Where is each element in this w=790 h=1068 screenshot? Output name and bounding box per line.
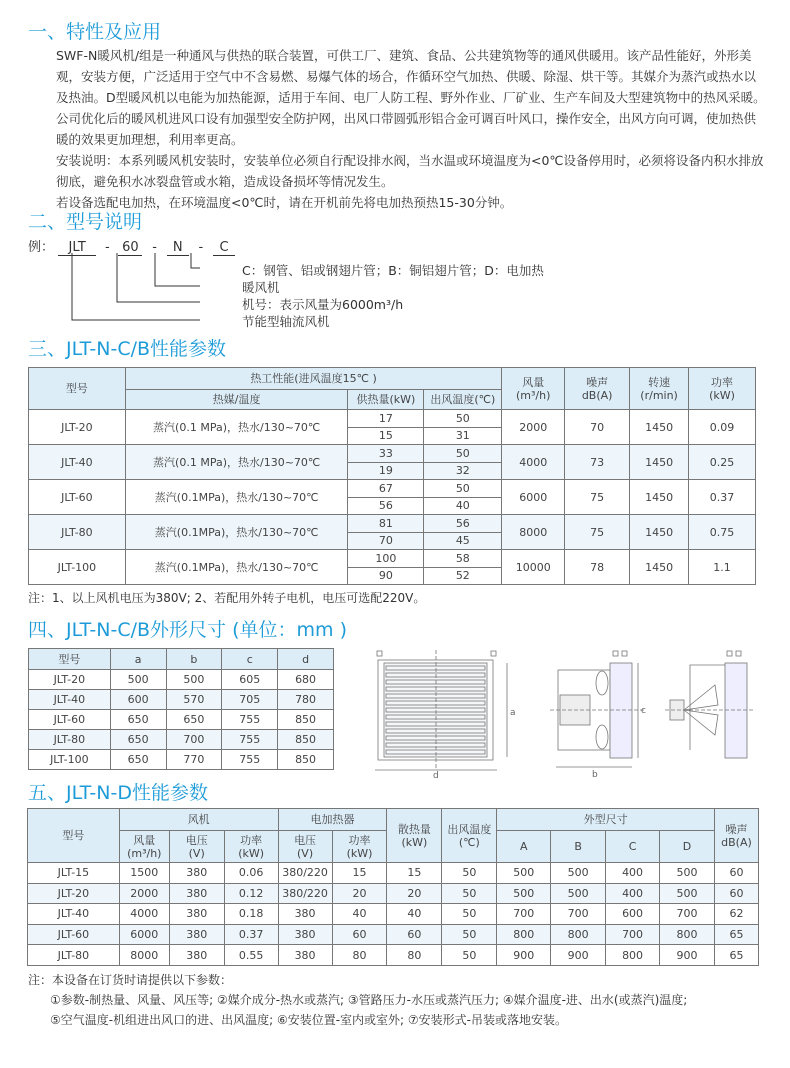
- power-cell: 1.1: [689, 550, 756, 585]
- note-line: ①参数-制热量、风量、风压等; ②媒介成分-热水或蒸汽; ③管路压力-水压或蒸汽压力; ④媒介温度-进、出水(或蒸汽)温度;: [50, 993, 688, 1007]
- paragraph: 若设备选配电加热，在环境温度<0℃时，请在开机前先将电加热预热15-30分钟。: [56, 195, 513, 210]
- heat-cell: 70: [348, 532, 424, 550]
- heat-cell: 81: [348, 515, 424, 533]
- dimension-cell: 850: [278, 710, 334, 730]
- speed-cell: 1450: [630, 410, 689, 445]
- dim-label-b: b: [592, 770, 598, 780]
- data-cell: 380: [169, 945, 224, 966]
- col-size: 外型尺寸: [497, 809, 715, 831]
- data-cell: 500: [497, 863, 551, 884]
- data-cell: 0.18: [224, 904, 278, 925]
- legend-item: 机号：表示风量为6000m³/h: [242, 297, 404, 312]
- col-header: 型号: [29, 649, 111, 670]
- medium-cell: 蒸汽(0.1 MPa)，热水/130~70℃: [125, 445, 348, 480]
- power-cell: 0.37: [689, 480, 756, 515]
- col-thermal: 热工性能(进风温度15℃ ): [125, 368, 501, 390]
- dimension-cell: 680: [278, 670, 334, 690]
- sub-header: 功率 (kW): [224, 831, 278, 863]
- col-header: a: [110, 649, 166, 670]
- features-text: [28, 45, 768, 213]
- col-power: 功率 (kW): [689, 368, 756, 410]
- data-cell: 800: [606, 945, 660, 966]
- data-cell: 500: [551, 883, 606, 904]
- sub-header: 电压 (V): [278, 831, 332, 863]
- noise-cell: 78: [565, 550, 630, 585]
- outtemp-cell: 50: [424, 410, 502, 428]
- dimension-cell: 850: [278, 730, 334, 750]
- data-cell: JLT-20: [28, 883, 120, 904]
- data-cell: 380/220: [278, 863, 332, 884]
- outtemp-cell: 32: [424, 462, 502, 480]
- data-cell: 8000: [119, 945, 169, 966]
- col-heater: 电加热器: [278, 809, 387, 831]
- data-cell: 0.06: [224, 863, 278, 884]
- d-performance-table: [27, 808, 759, 966]
- data-cell: 0.37: [224, 924, 278, 945]
- data-cell: 900: [660, 945, 715, 966]
- dimension-cell: 600: [110, 690, 166, 710]
- dimension-cell: JLT-100: [29, 750, 111, 770]
- dimension-drawings: [370, 645, 790, 780]
- heat-cell: 19: [348, 462, 424, 480]
- d-notes: [28, 970, 687, 1030]
- table-row: [29, 750, 334, 770]
- data-cell: 20: [387, 883, 442, 904]
- dimension-cell: 705: [222, 690, 278, 710]
- sub-header: 电压 (V): [169, 831, 224, 863]
- medium-cell: 蒸汽(0.1MPa)，热水/130~70℃: [125, 480, 348, 515]
- data-cell: 900: [497, 945, 551, 966]
- dimension-cell: 650: [110, 730, 166, 750]
- data-cell: 700: [551, 904, 606, 925]
- data-cell: 50: [442, 883, 497, 904]
- model-sep: -: [104, 240, 110, 255]
- outtemp-cell: 40: [424, 497, 502, 515]
- section-title-cb-performance: 三、JLT-N-C/B性能参数: [28, 338, 227, 360]
- model-cell: JLT-80: [29, 515, 126, 550]
- model-cell: JLT-40: [29, 445, 126, 480]
- col-heat: 散热量 (kW): [387, 809, 442, 863]
- data-cell: 800: [551, 924, 606, 945]
- data-cell: 380: [278, 945, 332, 966]
- table-row: [29, 710, 334, 730]
- table-row: [29, 410, 756, 428]
- dimension-cell: 500: [166, 670, 222, 690]
- heat-cell: 90: [348, 567, 424, 585]
- legend-item: 节能型轴流风机: [242, 314, 330, 329]
- data-cell: 20: [332, 883, 387, 904]
- data-cell: 15: [387, 863, 442, 884]
- data-cell: 65: [714, 924, 758, 945]
- data-cell: 60: [332, 924, 387, 945]
- heat-cell: 100: [348, 550, 424, 568]
- table-row: [28, 924, 759, 945]
- sub-header: 功率 (kW): [332, 831, 387, 863]
- noise-cell: 75: [565, 480, 630, 515]
- col-medium: 热媒/温度: [125, 390, 348, 410]
- cb-performance-table: [28, 367, 756, 585]
- table-row: [28, 904, 759, 925]
- model-part: 60: [118, 240, 142, 256]
- col-model: 型号: [29, 368, 126, 410]
- data-cell: 700: [660, 904, 715, 925]
- data-cell: 1500: [119, 863, 169, 884]
- airflow-cell: 6000: [502, 480, 565, 515]
- paragraph: SWF-N暖风机/组是一种通风与供热的联合装置，可供工厂、建筑、食品、公共建筑物等的通风供暖用。该产品性能好，外形美观，安装方便，广泛适用于空气中不含易燃、易爆气体的场合，作循环空气加热、供暖、除湿、烘干等。其媒介为蒸汽或热水以及热油。D型暖风机以电能为加热能源，适用于车间、电厂人防工程、野外作业、厂矿业、生产车间及大型建筑物中的热风采暖。公司优化后的暖风机进风口设有加强型安全防护网，出风口带圆弧形铝合金可调百叶风口，操作安全，出风方向可调，使加热供暖的效果更加理想，利用率更高。: [56, 48, 766, 147]
- dimension-cell: JLT-80: [29, 730, 111, 750]
- data-cell: JLT-15: [28, 863, 120, 884]
- dimension-cell: 770: [166, 750, 222, 770]
- speed-cell: 1450: [630, 515, 689, 550]
- table-row: [29, 515, 756, 533]
- cb-note: 注：1、以上风机电压为380V; 2、若配用外转子电机，电压可选配220V。: [28, 591, 426, 605]
- data-cell: 380: [278, 904, 332, 925]
- dimension-cell: 850: [278, 750, 334, 770]
- model-part: C: [213, 240, 235, 256]
- col-heat: 供热量(kW): [348, 390, 424, 410]
- legend-item: C：钢管、铝或钢翅片管；B：铜铝翅片管；D：电加热: [242, 263, 544, 278]
- data-cell: 50: [442, 945, 497, 966]
- data-cell: 380: [169, 883, 224, 904]
- outtemp-cell: 52: [424, 567, 502, 585]
- data-cell: 800: [497, 924, 551, 945]
- dimension-cell: 755: [222, 730, 278, 750]
- col-header: c: [222, 649, 278, 670]
- data-cell: 50: [442, 904, 497, 925]
- sub-header: C: [606, 831, 660, 863]
- airflow-cell: 4000: [502, 445, 565, 480]
- dimension-cell: 700: [166, 730, 222, 750]
- sub-header: A: [497, 831, 551, 863]
- data-cell: JLT-80: [28, 945, 120, 966]
- data-cell: JLT-60: [28, 924, 120, 945]
- dimension-cell: 650: [110, 750, 166, 770]
- data-cell: 80: [387, 945, 442, 966]
- col-outtemp: 出风温度(℃): [424, 390, 502, 410]
- model-cell: JLT-100: [29, 550, 126, 585]
- dim-label-d: d: [433, 771, 439, 780]
- dimension-cell: 755: [222, 710, 278, 730]
- col-noise: 噪声 dB(A): [714, 809, 758, 863]
- model-part: JLT: [58, 240, 96, 256]
- note-line: 注：本设备在订货时请提供以下参数：: [28, 973, 233, 987]
- data-cell: 2000: [119, 883, 169, 904]
- model-sep: -: [198, 240, 204, 255]
- col-model: 型号: [28, 809, 120, 863]
- medium-cell: 蒸汽(0.1MPa)，热水/130~70℃: [125, 550, 348, 585]
- data-cell: 0.55: [224, 945, 278, 966]
- speed-cell: 1450: [630, 550, 689, 585]
- data-cell: 80: [332, 945, 387, 966]
- heat-cell: 33: [348, 445, 424, 463]
- side-view-motor-drawing: [665, 651, 755, 758]
- data-cell: 700: [497, 904, 551, 925]
- section-title-dimensions: 四、JLT-N-C/B外形尺寸 (单位：mm ): [28, 619, 347, 641]
- col-airflow: 风量 (m³/h): [502, 368, 565, 410]
- model-cell: JLT-20: [29, 410, 126, 445]
- side-view-fan-drawing: [550, 651, 645, 767]
- data-cell: 500: [660, 883, 715, 904]
- data-cell: 15: [332, 863, 387, 884]
- table-row: [29, 730, 334, 750]
- data-cell: 50: [442, 924, 497, 945]
- dimension-cell: 650: [110, 710, 166, 730]
- paragraph: 安装说明：本系列暖风机安装时，安装单位必须自行配设排水阀，当水温或环境温度为<0℃设备停用时，必须将设备内积水排放彻底，避免积水冰裂盘管或水箱，造成设备损坏等情况发生。: [56, 153, 764, 189]
- data-cell: 400: [606, 883, 660, 904]
- outtemp-cell: 45: [424, 532, 502, 550]
- data-cell: 60: [387, 924, 442, 945]
- data-cell: 4000: [119, 904, 169, 925]
- data-cell: 60: [714, 863, 758, 884]
- medium-cell: 蒸汽(0.1 MPa)，热水/130~70℃: [125, 410, 348, 445]
- table-row: [29, 550, 756, 568]
- dimension-cell: 570: [166, 690, 222, 710]
- dimension-cell: JLT-20: [29, 670, 111, 690]
- power-cell: 0.75: [689, 515, 756, 550]
- front-view-drawing: [375, 650, 507, 770]
- data-cell: 380: [169, 904, 224, 925]
- airflow-cell: 10000: [502, 550, 565, 585]
- data-cell: 380: [278, 924, 332, 945]
- data-cell: 380: [169, 863, 224, 884]
- table-row: [29, 690, 334, 710]
- power-cell: 0.25: [689, 445, 756, 480]
- outtemp-cell: 50: [424, 445, 502, 463]
- heat-cell: 56: [348, 497, 424, 515]
- col-fan: 风机: [119, 809, 278, 831]
- dim-label-c: c: [641, 706, 646, 716]
- dimension-cell: 780: [278, 690, 334, 710]
- dimensions-table: [28, 648, 334, 770]
- table-row: [28, 883, 759, 904]
- outtemp-cell: 31: [424, 427, 502, 445]
- table-row: [29, 480, 756, 498]
- data-cell: 6000: [119, 924, 169, 945]
- data-cell: 800: [660, 924, 715, 945]
- noise-cell: 70: [565, 410, 630, 445]
- table-row: [29, 670, 334, 690]
- col-header: b: [166, 649, 222, 670]
- col-noise: 噪声 dB(A): [565, 368, 630, 410]
- col-header: d: [278, 649, 334, 670]
- col-speed: 转速 (r/min): [630, 368, 689, 410]
- data-cell: 400: [606, 863, 660, 884]
- outtemp-cell: 50: [424, 480, 502, 498]
- dimension-cell: 755: [222, 750, 278, 770]
- dimension-cell: JLT-40: [29, 690, 111, 710]
- dimension-cell: 605: [222, 670, 278, 690]
- dim-label-a: a: [510, 708, 516, 718]
- dimension-cell: JLT-60: [29, 710, 111, 730]
- data-cell: 62: [714, 904, 758, 925]
- data-cell: 65: [714, 945, 758, 966]
- sub-header: 风量 (m³/h): [119, 831, 169, 863]
- data-cell: 50: [442, 863, 497, 884]
- data-cell: 60: [714, 883, 758, 904]
- data-cell: 500: [551, 863, 606, 884]
- data-cell: 500: [660, 863, 715, 884]
- model-part: N: [167, 240, 189, 256]
- data-cell: 0.12: [224, 883, 278, 904]
- table-row: [28, 945, 759, 966]
- section-title-d-performance: 五、JLT-N-D性能参数: [28, 782, 208, 804]
- example-label: 例：: [28, 240, 55, 255]
- data-cell: 900: [551, 945, 606, 966]
- data-cell: 40: [332, 904, 387, 925]
- dimension-cell: 650: [166, 710, 222, 730]
- table-row: [28, 863, 759, 884]
- speed-cell: 1450: [630, 445, 689, 480]
- airflow-cell: 8000: [502, 515, 565, 550]
- data-cell: 380: [169, 924, 224, 945]
- power-cell: 0.09: [689, 410, 756, 445]
- section-title-features: 一、特性及应用: [28, 21, 162, 43]
- outtemp-cell: 58: [424, 550, 502, 568]
- data-cell: 380/220: [278, 883, 332, 904]
- dimension-cell: 500: [110, 670, 166, 690]
- note-line: ⑤空气温度-机组进出风口的进、出风温度; ⑥安装位置-室内或室外; ⑦安装形式-吊装或落地安装。: [50, 1013, 567, 1027]
- model-legend: [242, 262, 544, 330]
- noise-cell: 73: [565, 445, 630, 480]
- model-sep: -: [152, 240, 157, 255]
- noise-cell: 75: [565, 515, 630, 550]
- heat-cell: 67: [348, 480, 424, 498]
- legend-item: 暖风机: [242, 280, 280, 295]
- model-diagram-lines: [0, 250, 240, 330]
- speed-cell: 1450: [630, 480, 689, 515]
- heat-cell: 15: [348, 427, 424, 445]
- medium-cell: 蒸汽(0.1MPa)，热水/130~70℃: [125, 515, 348, 550]
- outtemp-cell: 56: [424, 515, 502, 533]
- col-outtemp: 出风温度 (℃): [442, 809, 497, 863]
- data-cell: 40: [387, 904, 442, 925]
- data-cell: 700: [606, 924, 660, 945]
- airflow-cell: 2000: [502, 410, 565, 445]
- sub-header: B: [551, 831, 606, 863]
- data-cell: 500: [497, 883, 551, 904]
- heat-cell: 17: [348, 410, 424, 428]
- data-cell: 600: [606, 904, 660, 925]
- section-title-model: 二、型号说明: [28, 211, 143, 233]
- table-row: [29, 445, 756, 463]
- model-cell: JLT-60: [29, 480, 126, 515]
- data-cell: JLT-40: [28, 904, 120, 925]
- sub-header: D: [660, 831, 715, 863]
